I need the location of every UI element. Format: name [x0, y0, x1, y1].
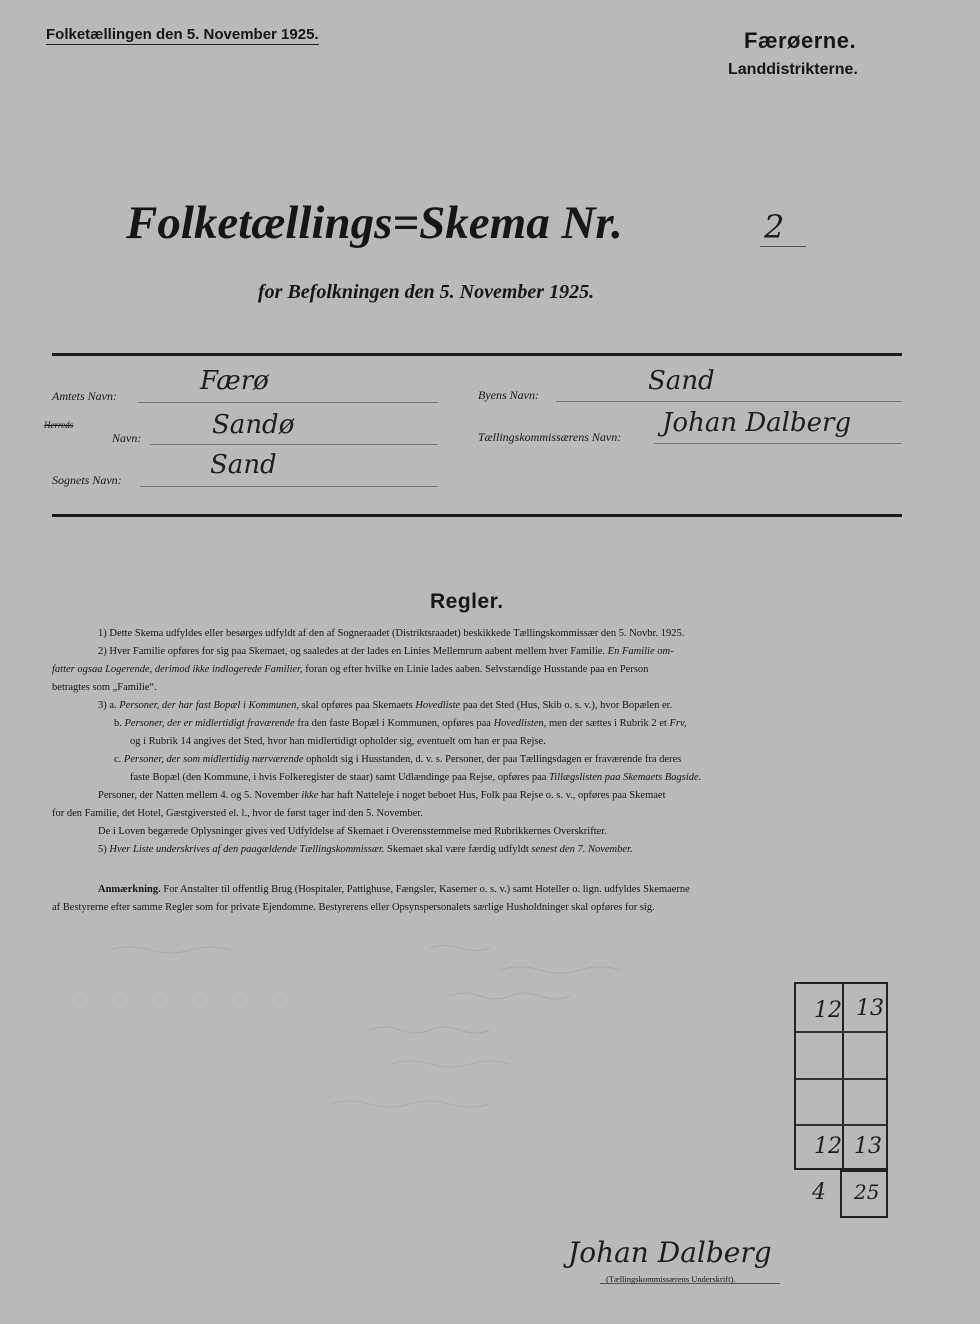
sogn-line — [140, 486, 438, 487]
note-line: af Bestyrerne efter samme Regler som for private Ejendomme. Bestyrerens eller Opsynspersonalets særlige Husholdninger skal opføres for sig. — [52, 902, 655, 913]
top-divider — [52, 353, 902, 356]
tally-row-divider — [796, 1078, 886, 1080]
kommissaer-line — [654, 443, 902, 444]
tally-total-left: 4 — [812, 1180, 826, 1205]
census-date-header: Folketællingen den 5. November 1925. — [46, 26, 319, 43]
rules-title: Regler. — [430, 590, 504, 613]
amt-line — [138, 402, 438, 403]
tally-row-divider — [796, 1124, 886, 1126]
herred-value[interactable]: Sandø — [212, 410, 295, 440]
rule-line: fatter ogsaa Logerende, derimod ikke indlogerede Familier, foran og efter hvilke en Linie lades aaben. Selvstændige Husstande paa en Person — [52, 664, 649, 675]
herred-label: Navn: — [112, 431, 142, 445]
region-heading: Færøerne. — [744, 28, 857, 53]
rule-line: og i Rubrik 14 angives det Sted, hvor han midlertidigt opholder sig, eventuelt om han er paa Rejse. — [130, 736, 546, 747]
rule-line: b. Personer, der er midlertidigt fraværende fra den faste Bopæl i Kommunen, opføres paa Hovedlisten, men der sættes i Rubrik 2 et Frv, — [114, 718, 687, 729]
rule-line: De i Loven begærede Oplysninger gives ved Udfyldelse af Skemaet i Overensstemmelse med Rubrikkernes Overskrifter. — [98, 826, 607, 837]
form-title: Folketællings=Skema Nr. — [126, 197, 623, 249]
amt-label: Amtets Navn: — [52, 389, 117, 403]
rule-line: 3) a. Personer, der har fast Bopæl i Kommunen, skal opføres paa Skemaets Hovedliste paa det Sted (Hus, Skib o. s. v.), hvor Bopælen er. — [98, 700, 673, 711]
herred-label-prefix: Herreds — [44, 420, 74, 430]
amt-value[interactable]: Færø — [200, 366, 269, 396]
tally-total-box — [840, 1170, 888, 1218]
form-subtitle: for Befolkningen den 5. November 1925. — [258, 281, 595, 303]
tally-row-divider — [796, 1031, 886, 1033]
tally-divider — [842, 984, 844, 1168]
rule-line: c. Personer, der som midlertidig nærværende opholdt sig i Husstanden, d. v. s. Personer, der paa Tællingsdagen er fraværende fra deres — [114, 754, 682, 765]
sogn-label: Sognets Navn: — [52, 473, 122, 487]
tally-cell: 13 — [854, 1134, 882, 1159]
by-value[interactable]: Sand — [648, 366, 715, 396]
district-heading: Landdistrikterne. — [728, 61, 858, 78]
tally-cell: 12 — [814, 998, 842, 1023]
form-number-handwritten: 2 — [764, 208, 785, 246]
rule-line: betragtes som „Familie“. — [52, 682, 157, 693]
rule-line: faste Bopæl (den Kommune, i hvis Folkeregister de staar) samt Udlændinge paa Rejse, opføres paa Tillægslisten paa Skemaets Bagside. — [130, 772, 702, 783]
tally-total-right: 25 — [854, 1180, 880, 1204]
signature-handwritten[interactable]: Johan Dalberg — [568, 1236, 772, 1269]
tally-cell: 12 — [814, 1134, 842, 1159]
rule-line: Personer, der Natten mellem 4. og 5. November ikke har haft Natteleje i noget beboet Hus, Folk paa Rejse o. s. v., opføres paa Skemaet — [98, 790, 666, 801]
rule-line: 2) Hver Familie opføres for sig paa Skemaet, og saaledes at der lades en Linies Mellemrum aabent mellem hver Familie. En Familie om- — [98, 646, 674, 657]
signature-caption: (Tællingskommissærens Underskrift). — [606, 1274, 736, 1284]
herred-line — [150, 444, 438, 445]
tally-cell: 13 — [856, 996, 884, 1021]
note-line: Anmærkning. For Anstalter til offentlig Brug (Hospitaler, Pattighuse, Fængsler, Kaserner o. s. v.) samt Hoteller o. lign. udfyldes Skemaerne — [98, 884, 690, 895]
form-number-line — [760, 246, 806, 247]
rule-line: for den Familie, det Hotel, Gæstgiversted el. l., hvor de først tager ind den 5. November. — [52, 808, 423, 819]
sogn-value[interactable]: Sand — [210, 450, 277, 480]
by-label: Byens Navn: — [478, 388, 539, 402]
kommissaer-label: Tællingskommissærens Navn: — [478, 430, 622, 444]
bleed-through-texture — [70, 940, 770, 1120]
kommissaer-value[interactable]: Johan Dalberg — [662, 408, 852, 438]
tally-grid — [794, 982, 888, 1170]
rule-line: 1) Dette Skema udfyldes eller besørges udfyldt af den af Sogneraadet (Distriktsraadet) beskikkede Tællingskommissær den 5. Novbr. 1925. — [98, 628, 685, 639]
rule-line: 5) Hver Liste underskrives af den paagældende Tællingskommissær. Skemaet skal være færdig udfyldt senest den 7. November. — [98, 844, 633, 855]
bottom-divider — [52, 514, 902, 517]
by-line — [556, 401, 902, 402]
